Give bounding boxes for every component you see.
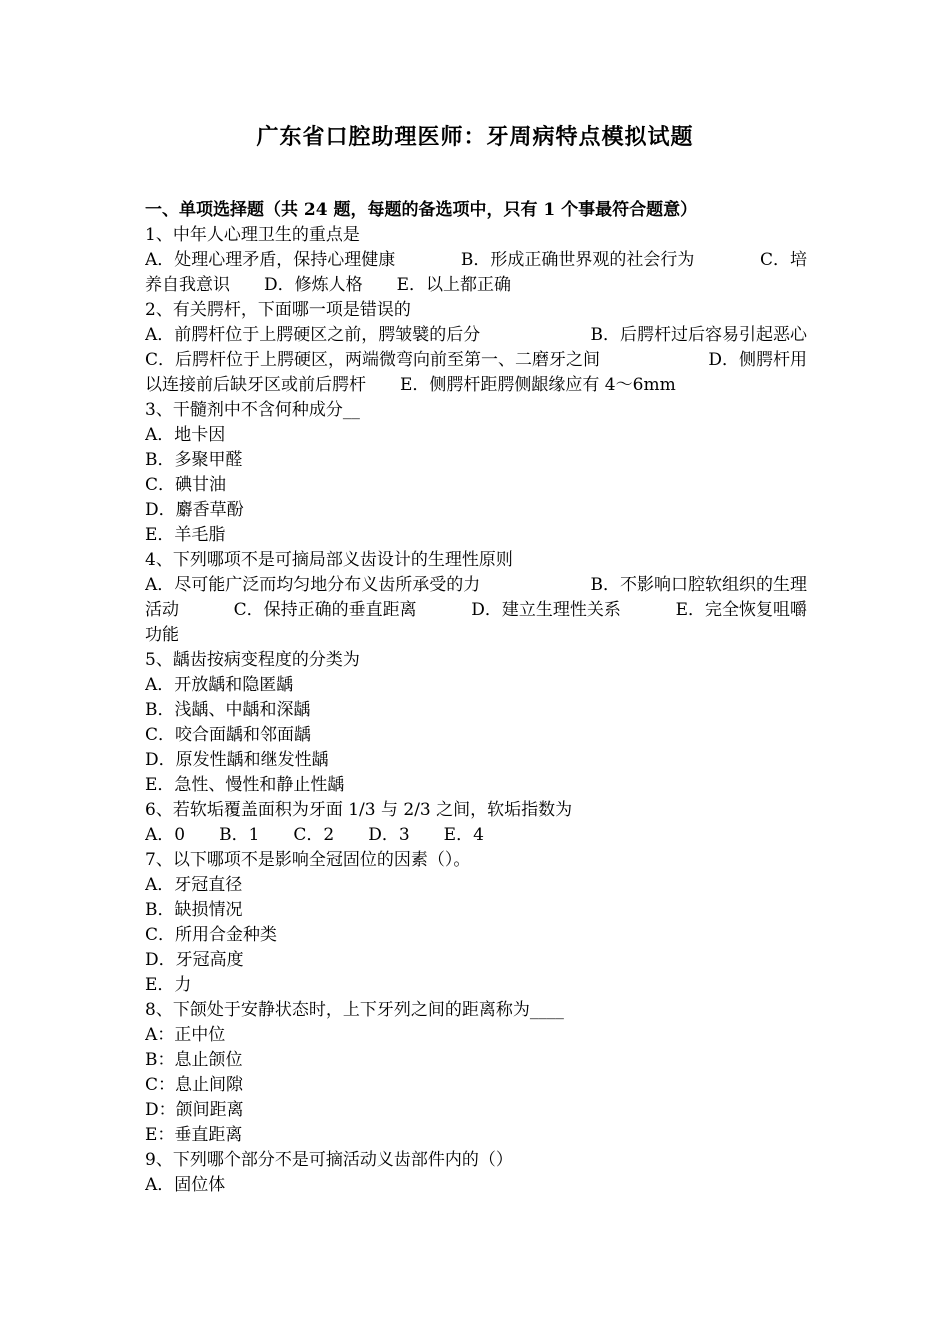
answer-option: A．牙冠直径 [145,875,243,895]
section-heading: 一、单项选择题（共 24 题，每题的备选项中，只有 1 个事最符合题意） [145,200,698,220]
answer-option: D．原发性龋和继发性龋 [145,750,329,770]
answer-option: C：息止间隙 [145,1075,244,1095]
answer-option: A．固位体 [145,1175,226,1195]
question-block [145,848,807,998]
question-stem: 6、若软垢覆盖面积为牙面 1/3 与 2/3 之间，软垢指数为 [145,800,573,820]
question-stem: 3、干髓剂中不含何种成分__ [145,400,360,420]
answer-option: C．所用合金种类 [145,925,278,945]
question-block [145,298,807,398]
answer-options-line [145,373,807,398]
answer-options-line [145,823,807,848]
answer-options-line [145,573,807,598]
answer-option: D．建立生理性关系 [471,600,621,620]
answer-option: 以连接前后缺牙区或前后腭杆 E．侧腭杆距腭侧龈缘应有 4～6mm [145,375,676,395]
question-block [145,648,807,798]
answer-option: E．力 [145,975,192,995]
answer-option: C．咬合面龋和邻面龋 [145,725,312,745]
document-title: 广东省口腔助理医师：牙周病特点模拟试题 [256,124,694,150]
question-stem: 1、中年人心理卫生的重点是 [145,225,360,245]
answer-option: B：息止颌位 [145,1050,243,1070]
answer-option: C．碘甘油 [145,475,227,495]
question-stem: 4、下列哪项不是可摘局部义齿设计的生理性原则 [145,550,513,570]
question-stem: 2、有关腭杆，下面哪一项是错误的 [145,300,411,320]
answer-options-line [145,348,807,373]
answer-option: D．牙冠高度 [145,950,244,970]
question-stem: 5、龋齿按病变程度的分类为 [145,650,360,670]
answer-option: A．0 B．1 C．2 D．3 E．4 [145,825,484,845]
answer-option: 活动 [145,600,179,620]
question-block [145,548,807,648]
answer-options-line [145,273,807,298]
answer-option: E．完全恢复咀嚼 [675,600,807,620]
question-stem: 8、下颌处于安静状态时，上下牙列之间的距离称为____ [145,1000,564,1020]
answer-option: D：颌间距离 [145,1100,244,1120]
answer-option: D．侧腭杆用 [708,350,807,370]
answer-option: 养自我意识 D．修炼人格 E．以上都正确 [145,275,512,295]
answer-options-line [145,598,807,623]
question-stem: 7、以下哪项不是影响全冠固位的因素（）。 [145,850,471,870]
question-stem: 9、下列哪个部分不是可摘活动义齿部件内的（） [145,1150,513,1170]
answer-option: C．培 [759,250,807,270]
answer-option: B．浅龋、中龋和深龋 [145,700,311,720]
question-block [145,798,807,848]
answer-options-line [145,248,807,273]
answer-option: E．羊毛脂 [145,525,226,545]
question-block [145,1148,807,1198]
answer-option: B．不影响口腔软组织的生理 [590,575,807,595]
answer-option: E．急性、慢性和静止性龋 [145,775,345,795]
answer-options-line [145,323,807,348]
answer-option: B．后腭杆过后容易引起恶心 [590,325,807,345]
answer-option: B．多聚甲醛 [145,450,243,470]
answer-option: A．地卡因 [145,425,226,445]
answer-option: E：垂直距离 [145,1125,243,1145]
answer-option: D．麝香草酚 [145,500,244,520]
answer-option: B．形成正确世界观的社会行为 [460,250,695,270]
document-body [145,198,807,1198]
question-block [145,998,807,1148]
answer-option: B．缺损情况 [145,900,243,920]
answer-options-line [145,623,807,648]
answer-option: C．后腭杆位于上腭硬区，两端微弯向前至第一、二磨牙之间 [145,350,601,370]
question-block [145,398,807,548]
answer-option: A．尽可能广泛而均匀地分布义齿所承受的力 [145,575,481,595]
answer-option: A．开放龋和隐匿龋 [145,675,294,695]
answer-option: A．处理心理矛盾，保持心理健康 [145,250,396,270]
question-block [145,223,807,298]
answer-option: A：正中位 [145,1025,226,1045]
answer-option: C．保持正确的垂直距离 [233,600,417,620]
question-list [145,223,807,1198]
answer-option: 功能 [145,625,179,645]
answer-option: A．前腭杆位于上腭硬区之前，腭皱襞的后分 [145,325,481,345]
